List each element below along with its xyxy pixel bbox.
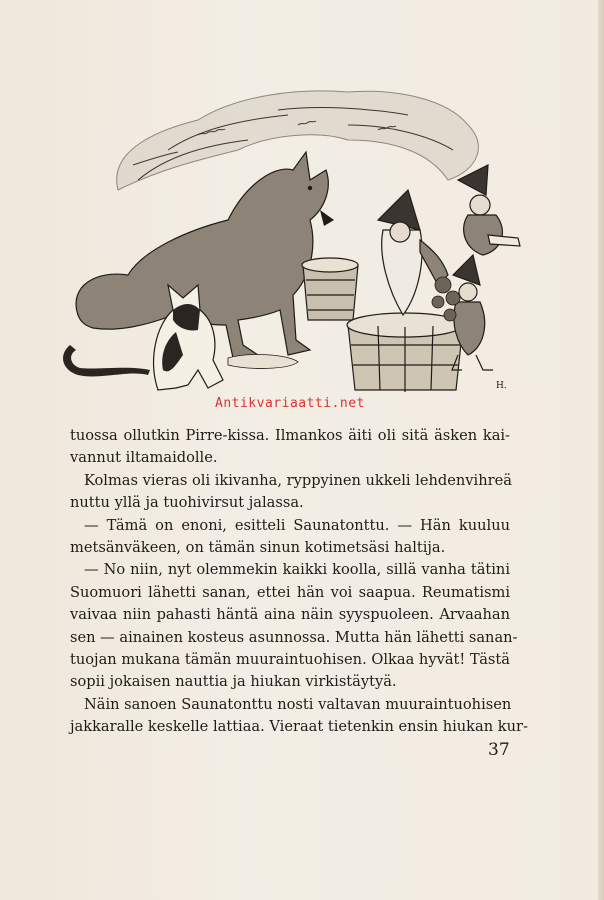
- text-line: vaivaa niin pahasti häntä aina näin syyspuoleen. Arvaahan: [70, 606, 510, 624]
- paragraph-3: [70, 515, 510, 560]
- text-line: nuttu yllä ja tuohivirsut jalassa.: [70, 494, 304, 512]
- text-line: vannut iltamaidolle.: [70, 449, 218, 467]
- illustration-signature: H.: [496, 381, 507, 391]
- text-line: Suomuori lähetti sanan, ettei hän voi saapua. Reumatismi: [70, 583, 510, 601]
- text-line: — No niin, nyt olemmekin kaikki koolla, sillä vanha tätini: [84, 561, 510, 579]
- illustration-wolf-cat-gnomes: [48, 70, 526, 400]
- text-line: tuossa ollutkin Pirre-kissa. Ilmankos äiti oli sitä äsken kai-: [70, 427, 510, 444]
- text-line: tuojan mukana tämän muuraintuohisen. Olkaa hyvät! Tästä: [70, 651, 510, 669]
- paragraph-4: [70, 559, 518, 693]
- text-line: Näin sanoen Saunatonttu nosti valtavan muuraintuohisen: [84, 695, 512, 713]
- text-line: metsänväkeen, on tämän sinun kotimetsäsi haltija.: [70, 539, 446, 557]
- text-line: jakkaralle keskelle lattiaa. Vieraat tietenkin ensin hiukan kur-: [70, 718, 528, 736]
- paragraph-1: [70, 425, 510, 470]
- paragraph-2: [70, 470, 510, 515]
- body-text: [70, 425, 528, 739]
- text-line: sopii jokaisen nauttia ja hiukan virkistäytyä.: [70, 673, 397, 691]
- page-edge: [598, 0, 604, 900]
- watermark-text: Antikvariaatti.net: [215, 396, 365, 411]
- page-number: 37: [488, 740, 510, 760]
- text-line: sen — ainainen kosteus asunnossa. Mutta hän lähetti sanan-: [70, 628, 518, 646]
- text-line: — Tämä on enoni, esitteli Saunatonttu. — Hän kuuluu: [84, 516, 510, 534]
- text-line: Kolmas vieras oli ikivanha, ryppyinen ukkeli lehdenvihreä: [84, 471, 512, 489]
- paragraph-5: [70, 694, 528, 739]
